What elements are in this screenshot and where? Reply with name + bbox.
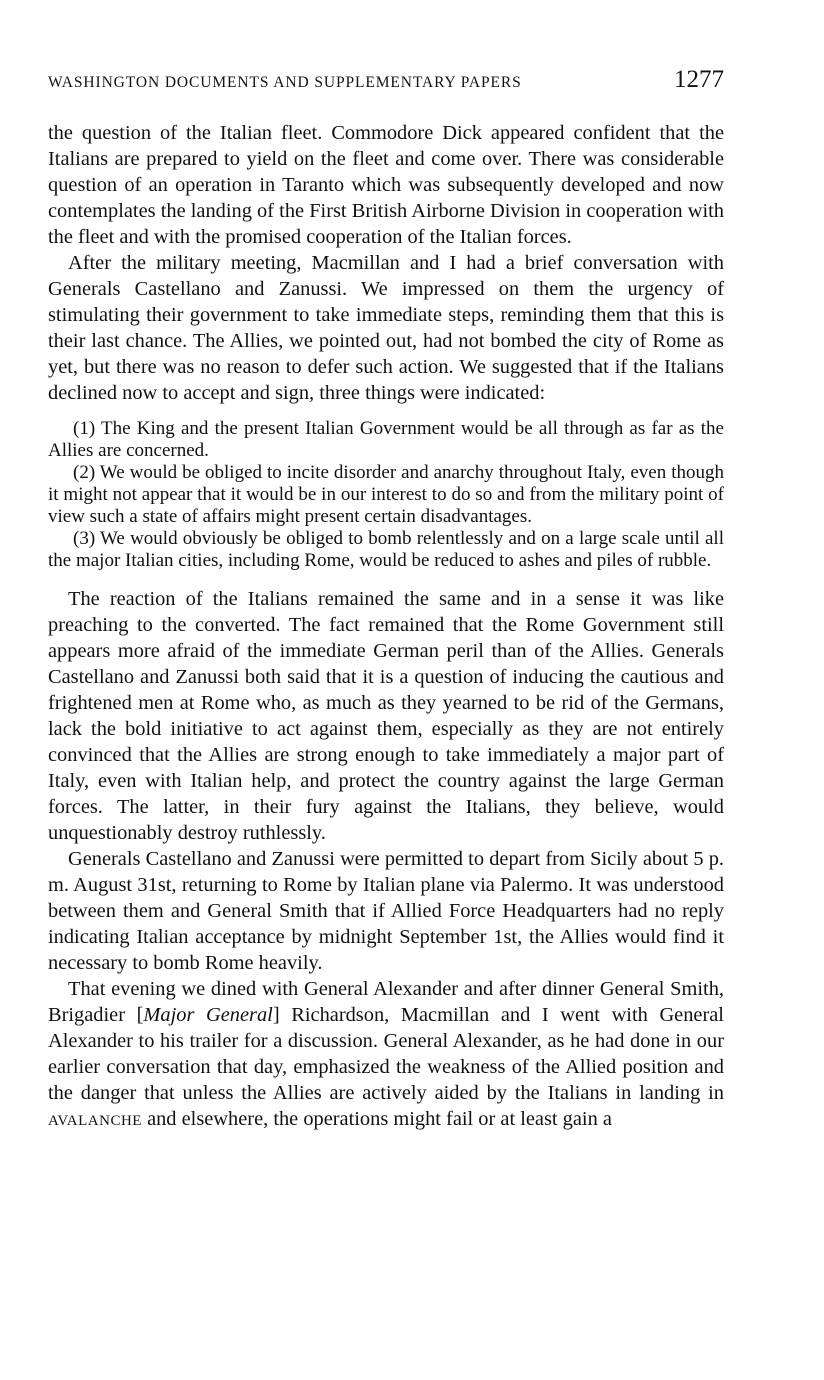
- list-item-1: (1) The King and the present Italian Government would be all through as far as the Allies are concerned.: [48, 418, 724, 461]
- paragraph-5-italic: Major General: [143, 1004, 273, 1026]
- page-header: [48, 66, 724, 106]
- list-item-3: (3) We would obviously be obliged to bomb relentlessly and on a large scale until all the major Italian cities, including Rome, would be reduced to ashes and piles of rubble.: [48, 528, 724, 571]
- paragraph-5-part-b: ] Richardson, Macmillan and I went with General Alexander to his trailer for a discussion. General Alexander, as he had done in our earlier conversation that day, emphasized the weakness of the Allied position and the danger that unless the Allies are actively aided by the Italians in landing in: [48, 1004, 724, 1104]
- running-head: WASHINGTON DOCUMENTS AND SUPPLEMENTARY PAPERS: [48, 74, 522, 91]
- paragraph-5-part-c: and elsewhere, the operations might fail or at least gain a: [141, 1108, 612, 1130]
- paragraph-1: the question of the Italian fleet. Commodore Dick appeared confident that the Italians are prepared to yield on the fleet and come over. There was considerable question of an operation in Taranto which was subsequently developed and now contemplates the landing of the First British Airborne Division in cooperation with the fleet and with the promised cooperation of the Italian forces.: [48, 122, 724, 248]
- page-number: 1277: [674, 66, 724, 93]
- paragraph-3: The reaction of the Italians remained the same and in a sense it was like preaching to the converted. The fact remained that the Rome Government still appears more afraid of the immediate German peril than of the Allies. Generals Castellano and Zanussi both said that it is a question of inducing the cautious and frightened men at Rome who, as much as they yearned to be rid of the Germans, lack the bold initiative to act against them, especially as they are not entirely convinced that the Allies are strong enough to take immediately a major part of Italy, even with Italian help, and protect the country against the large German forces. The latter, in their fury against the Italians, they believe, would unquestionably destroy ruthlessly.: [48, 588, 724, 844]
- paragraph-5: [48, 976, 724, 1134]
- operation-codename: AVALANCHE: [48, 1113, 142, 1129]
- paragraph-4: Generals Castellano and Zanussi were permitted to depart from Sicily about 5 p. m. August 31st, returning to Rome by Italian plane via Palermo. It was understood between them and General Smith that if Allied Force Headquarters had no reply indicating Italian acceptance by midnight September 1st, the Allies would find it necessary to bomb Rome heavily.: [48, 848, 724, 974]
- paragraph-2: After the military meeting, Macmillan and I had a brief conversation with Generals Castellano and Zanussi. We impressed on them the urgency of stimulating their government to take immediate steps, reminding them that this is their last chance. The Allies, we pointed out, had not bombed the city of Rome as yet, but there was no reason to defer such action. We suggested that if the Italians declined now to accept and sign, three things were indicated:: [48, 252, 724, 404]
- document-page: [48, 66, 724, 1134]
- paragraph-5-part-a: That evening we dined with General Alexander and after dinner General Smith, Brigadier [: [48, 978, 724, 1026]
- numbered-list: [48, 418, 724, 572]
- list-item-2: (2) We would be obliged to incite disorder and anarchy throughout Italy, even though it might not appear that it would be in our interest to do so and from the military point of view such a state of affairs might present certain disadvantages.: [48, 462, 724, 527]
